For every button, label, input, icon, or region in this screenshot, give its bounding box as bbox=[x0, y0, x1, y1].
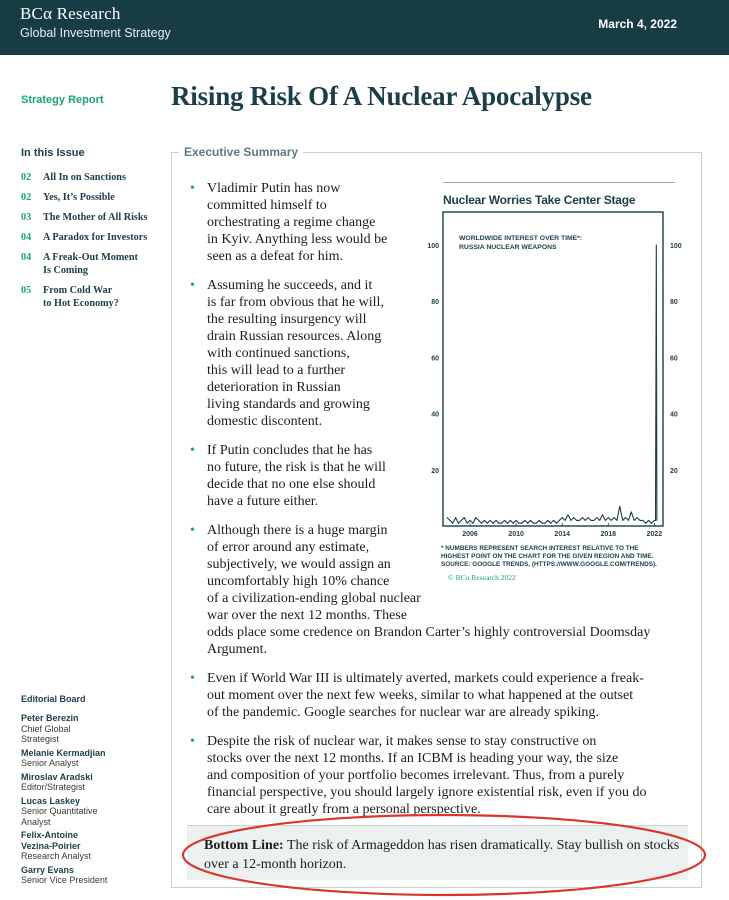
data-point bbox=[639, 520, 640, 521]
data-point bbox=[608, 517, 609, 518]
x-tick-label: 2010 bbox=[508, 531, 524, 538]
board-member bbox=[21, 713, 161, 745]
data-point bbox=[530, 520, 531, 521]
data-point bbox=[599, 520, 600, 521]
bullet-line: living standards and growing bbox=[207, 397, 370, 412]
data-point bbox=[513, 523, 514, 524]
data-point bbox=[553, 520, 554, 521]
toc-item-page: 03 bbox=[21, 212, 32, 223]
y-tick-label-right: 60 bbox=[670, 355, 678, 363]
data-point bbox=[628, 520, 629, 521]
data-point bbox=[472, 523, 473, 524]
data-point bbox=[616, 520, 617, 521]
data-point bbox=[656, 520, 657, 521]
bullet-line: uncomfortably high 10% chance bbox=[207, 574, 390, 589]
board-member bbox=[21, 830, 161, 862]
bullet-line: committed himself to bbox=[207, 198, 327, 213]
y-tick-label-left: 80 bbox=[431, 299, 439, 307]
bullet-line: decide that no one else should bbox=[207, 477, 376, 492]
data-point bbox=[605, 520, 606, 521]
x-tick-label: 2022 bbox=[646, 531, 663, 538]
data-point bbox=[464, 517, 465, 518]
data-point bbox=[542, 523, 543, 524]
data-point bbox=[602, 514, 603, 515]
data-point bbox=[565, 520, 566, 521]
nuclear-worries-chart bbox=[427, 182, 685, 582]
data-point bbox=[447, 517, 448, 518]
data-point bbox=[655, 520, 656, 521]
y-tick-label-right: 20 bbox=[670, 467, 678, 475]
y-tick-label-left: 20 bbox=[431, 467, 439, 475]
editorial-board-heading: Editorial Board bbox=[21, 694, 86, 704]
data-point bbox=[481, 523, 482, 524]
data-point bbox=[637, 517, 638, 518]
data-point bbox=[539, 520, 540, 521]
toc-item-label: A Paradox for Investors bbox=[43, 232, 148, 243]
data-point bbox=[495, 520, 496, 521]
report-header bbox=[0, 0, 729, 55]
data-point bbox=[487, 523, 488, 524]
summary-bullet bbox=[189, 670, 685, 721]
y-tick-label-right: 40 bbox=[670, 411, 678, 419]
data-point bbox=[516, 520, 517, 521]
toc-item-page: 02 bbox=[21, 192, 32, 203]
table-of-contents bbox=[21, 171, 171, 317]
bullet-line: and composition of your portfolio becomes irrelevant. Thus, from a purely bbox=[207, 768, 625, 783]
bullet-line: of error around any estimate, bbox=[207, 540, 370, 555]
data-point bbox=[593, 520, 594, 521]
toc-item[interactable] bbox=[21, 211, 171, 224]
data-point bbox=[656, 245, 657, 246]
report-date: March 4, 2022 bbox=[598, 17, 677, 31]
data-point bbox=[591, 520, 592, 521]
bullet-line: • Assuming he succeeds, and it bbox=[207, 278, 373, 293]
bullet-line: Argument. bbox=[207, 642, 268, 657]
toc-item-label: Yes, It’s Possible bbox=[43, 192, 115, 203]
data-point bbox=[570, 520, 571, 521]
board-member-role: Senior Quantitative Analyst bbox=[21, 806, 98, 827]
data-point bbox=[614, 517, 615, 518]
data-point bbox=[467, 523, 468, 524]
bullet-line: • Vladimir Putin has now bbox=[207, 181, 341, 196]
toc-item-page: 04 bbox=[21, 252, 32, 263]
board-member-name: Felix-Antoine Vezina-Poirier bbox=[21, 830, 81, 851]
bullet-line: no future, the risk is that he will bbox=[207, 460, 386, 475]
data-point bbox=[567, 514, 568, 515]
data-point bbox=[498, 523, 499, 524]
data-point bbox=[654, 520, 655, 521]
y-tick-label-left: 40 bbox=[431, 411, 439, 419]
bullet-line: financial perspective, you should largely ignore existential risk, even if you do bbox=[207, 785, 647, 800]
data-point bbox=[556, 523, 557, 524]
brand-logo: BCα Research bbox=[20, 4, 121, 23]
toc-item-label: The Mother of All Risks bbox=[43, 212, 148, 223]
data-point bbox=[521, 523, 522, 524]
data-point bbox=[573, 517, 574, 518]
data-point bbox=[544, 523, 545, 524]
chart-annotation-line: RUSSIA NUCLEAR WEAPONS bbox=[459, 244, 557, 251]
data-point bbox=[559, 520, 560, 521]
data-point bbox=[493, 523, 494, 524]
data-point bbox=[490, 520, 491, 521]
data-point bbox=[645, 523, 646, 524]
chart-annotation-line: WORLDWIDE INTEREST OVER TIME*: bbox=[459, 235, 583, 242]
x-tick-label: 2006 bbox=[462, 531, 478, 538]
board-member-name: Garry Evans bbox=[21, 864, 75, 875]
bullet-line: • If Putin concludes that he has bbox=[207, 443, 373, 458]
brand-subtitle: Global Investment Strategy bbox=[20, 26, 171, 40]
editorial-board bbox=[21, 694, 161, 889]
chart-frame bbox=[443, 212, 663, 526]
y-tick-label-left: 100 bbox=[427, 243, 439, 250]
chart-top-rule bbox=[443, 182, 675, 183]
bullet-line: • Even if World War III is ultimately averted, markets could experience a freak- bbox=[207, 671, 644, 686]
data-point bbox=[458, 523, 459, 524]
report-type: Strategy Report bbox=[21, 94, 104, 106]
x-tick-label: 2014 bbox=[554, 531, 571, 538]
data-point bbox=[622, 520, 623, 521]
summary-bullet bbox=[189, 733, 685, 818]
data-point bbox=[642, 520, 643, 521]
board-member bbox=[21, 796, 161, 828]
y-tick-label-left: 60 bbox=[431, 355, 439, 363]
toc-item-label: From Cold War to Hot Economy? bbox=[43, 285, 119, 309]
series-line bbox=[447, 245, 657, 523]
toc-item-page: 05 bbox=[21, 285, 32, 296]
board-member bbox=[21, 865, 161, 886]
data-point bbox=[501, 523, 502, 524]
toc-item-page: 04 bbox=[21, 232, 32, 243]
data-point bbox=[461, 520, 462, 521]
data-point bbox=[452, 523, 453, 524]
data-point bbox=[576, 520, 577, 521]
y-tick-label-right: 100 bbox=[670, 243, 682, 250]
chart-title: Nuclear Worries Take Center Stage bbox=[443, 193, 636, 207]
bullet-line: this will lead to a further bbox=[207, 363, 346, 378]
y-tick-label-right: 80 bbox=[670, 299, 678, 307]
data-point bbox=[611, 520, 612, 521]
data-point bbox=[527, 523, 528, 524]
data-point bbox=[634, 520, 635, 521]
bullet-line: have a future either. bbox=[207, 494, 319, 509]
board-member bbox=[21, 772, 161, 793]
bullet-line: with continued sanctions, bbox=[207, 346, 350, 361]
bullet-line: seen as a defeat for him. bbox=[207, 249, 344, 264]
data-point bbox=[625, 517, 626, 518]
bullet-line: is far from obvious that he will, bbox=[207, 295, 384, 310]
data-point bbox=[562, 517, 563, 518]
chart-copyright: © BCα Research 2022 bbox=[448, 573, 516, 582]
chart-source-note: * NUMBERS REPRESENT SEARCH INTEREST RELATIVE TO THE HIGHEST POINT ON THE CHART FOR THE GIVEN REGION AND TIME. SOURCE: GOOGLE TRENDS, (HTTPS://WWW.GOOGLE.COM/TRENDS). bbox=[441, 545, 657, 569]
bullet-line: out moment over the next few weeks, similar to what happened at the outset bbox=[207, 688, 634, 703]
data-point bbox=[536, 523, 537, 524]
data-point bbox=[631, 511, 632, 512]
board-member-role: Chief Global Strategist bbox=[21, 723, 71, 744]
bullet-line: drain Russian resources. Along bbox=[207, 329, 382, 344]
chart-plot bbox=[427, 210, 685, 544]
data-point bbox=[470, 520, 471, 521]
data-point bbox=[648, 520, 649, 521]
data-point bbox=[455, 517, 456, 518]
board-member bbox=[21, 748, 161, 769]
bullet-line: domestic discontent. bbox=[207, 414, 323, 429]
board-member-name: Melanie Kermadjian bbox=[21, 747, 106, 758]
data-point bbox=[449, 520, 450, 521]
bullet-line: care about it greatly from a personal perspective. bbox=[207, 802, 481, 817]
data-point bbox=[507, 523, 508, 524]
board-member-name: Peter Berezin bbox=[21, 713, 79, 723]
bullet-line: orchestrating a regime change bbox=[207, 215, 376, 230]
data-point bbox=[478, 520, 479, 521]
data-point bbox=[524, 520, 525, 521]
board-member-role: Senior Analyst bbox=[21, 758, 79, 768]
data-point bbox=[596, 517, 597, 518]
bullet-line: stocks over the next 12 months. If an ICBM is heading your way, the size bbox=[207, 751, 619, 766]
data-point bbox=[651, 523, 652, 524]
toc-item[interactable] bbox=[21, 191, 171, 204]
toc-item[interactable] bbox=[21, 231, 171, 244]
bullet-line: • Although there is a huge margin bbox=[207, 523, 388, 538]
bottom-line-text: The risk of Armageddon has risen dramatically. Stay bullish on stocks over a 12-month horizon. bbox=[204, 838, 680, 872]
data-point bbox=[550, 523, 551, 524]
data-point bbox=[519, 523, 520, 524]
in-this-issue-heading: In this Issue bbox=[21, 147, 85, 159]
bullet-line: of a civilization-ending global nuclear war over the next 12 months. These bbox=[207, 591, 421, 623]
data-point bbox=[588, 517, 589, 518]
toc-item[interactable] bbox=[21, 251, 171, 277]
data-point bbox=[510, 520, 511, 521]
x-tick-label: 2018 bbox=[600, 531, 617, 538]
bullet-line: of the pandemic. Google searches for nuclear war are already spiking. bbox=[207, 705, 599, 720]
bullet-line: • Despite the risk of nuclear war, it makes sense to stay constructive on bbox=[207, 734, 597, 749]
board-member-role: Senior Vice President bbox=[21, 875, 108, 885]
data-point bbox=[547, 520, 548, 521]
data-point bbox=[504, 520, 505, 521]
toc-item-label: All In on Sanctions bbox=[43, 172, 126, 183]
bottom-line-label: Bottom Line: bbox=[204, 838, 284, 853]
board-member-role: Editor/Strategist bbox=[21, 782, 86, 792]
toc-item[interactable] bbox=[21, 171, 171, 184]
data-point bbox=[475, 517, 476, 518]
board-member-name: Lucas Laskey bbox=[21, 795, 81, 806]
bullet-line: subjectively, we would assign an bbox=[207, 557, 391, 572]
toc-item-page: 02 bbox=[21, 172, 32, 183]
data-point bbox=[533, 523, 534, 524]
bullet-line: odds place some credence on Brandon Carter’s highly controversial Doomsday bbox=[207, 625, 651, 640]
toc-item[interactable] bbox=[21, 284, 171, 310]
bullet-line: the resulting insurgency will bbox=[207, 312, 367, 327]
executive-summary-title: Executive Summary bbox=[179, 145, 303, 159]
data-point bbox=[585, 520, 586, 521]
bullet-line: deterioration in Russian bbox=[207, 380, 341, 395]
bullet-line: in Kyiv. Anything less would be bbox=[207, 232, 388, 247]
board-member-role: Research Analyst bbox=[21, 851, 92, 861]
data-point bbox=[619, 506, 620, 507]
chart-notes bbox=[441, 545, 685, 570]
board-member-name: Miroslav Aradski bbox=[21, 771, 93, 782]
bottom-line bbox=[204, 836, 684, 874]
data-point bbox=[582, 517, 583, 518]
toc-item-label: A Freak-Out Moment Is Coming bbox=[43, 252, 138, 276]
data-point bbox=[579, 520, 580, 521]
page-title: Rising Risk Of A Nuclear Apocalypse bbox=[171, 81, 592, 111]
data-point bbox=[484, 520, 485, 521]
